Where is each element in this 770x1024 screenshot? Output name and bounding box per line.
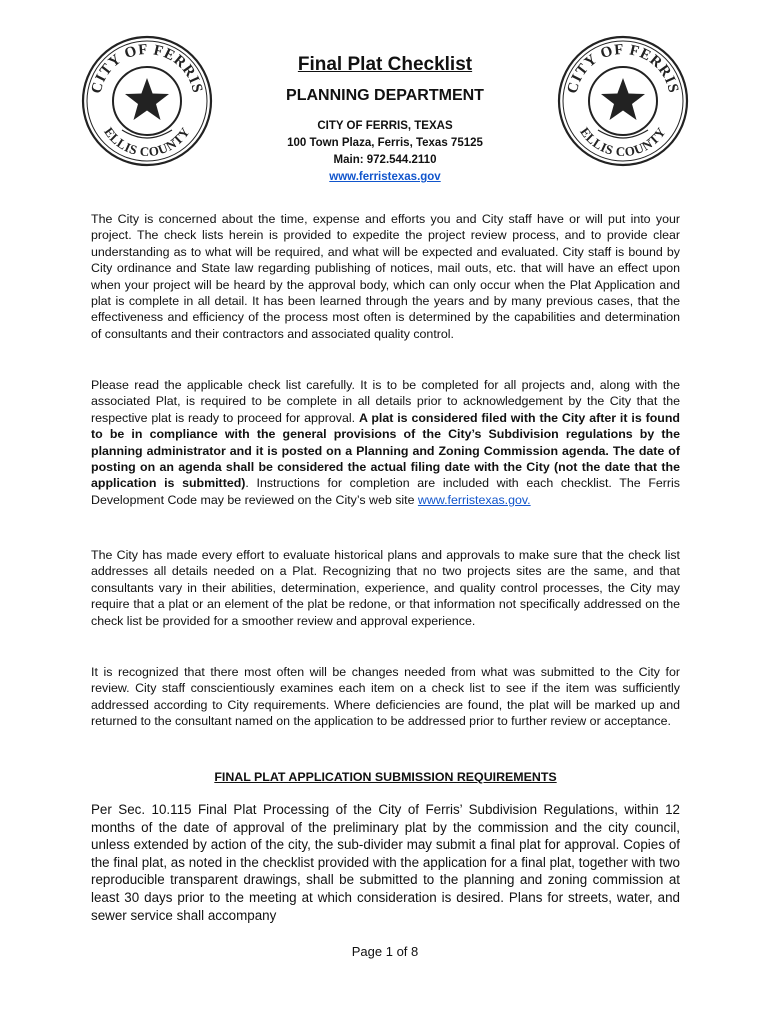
star-icon xyxy=(601,78,645,120)
seal-top-text: CITY OF FERRIS xyxy=(88,41,206,96)
requirements-paragraph: Per Sec. 10.115 Final Plat Processing of the City of Ferris’ Subdivision Regulations, within 12 months of the date of approval of the preliminary plat by the commission and the city council, unless extended by action of the city, the sub-divider may submit a final plat for approval. Copies of the final plat, as noted in the checklist provided with the application for a final plat, together with two reproducible transparent drawings, shall be submitted to the planning and zoning commission at least 30 days prior to the meeting at which consideration is desired. Plans for streets, water, and sewer service shall accompany xyxy=(91,802,680,923)
street-address: 100 Town Plaza, Ferris, Texas 75125 xyxy=(287,137,483,149)
city-seal-left xyxy=(80,34,214,168)
website-link-inline[interactable]: www.ferristexas.gov. xyxy=(417,492,531,507)
seal-bottom-text: ELLIS COUNTY xyxy=(101,124,193,160)
department-name: PLANNING DEPARTMENT xyxy=(286,87,484,104)
website-link[interactable]: www.ferristexas.gov xyxy=(329,171,441,183)
intro-paragraph: The City is concerned about the time, expense and efforts you and City staff have or will put into your project. The check lists herein is provided to expedite the project review process, and to provide clear understanding as to what will be required, and what will be expected and evaluated. City staff is bound by City ordinance and State law regarding publishing of notices, mail outs, etc. that will have an effect upon when your project will be heard by the approval body, which can only occur when the Plat Application and plat is complete in all detail. It has been learned through the years and by many previous cases, that the effectiveness and efficiency of the process most often is determined by the capabilities and determination of consultants and their contractors and associated quality control. xyxy=(91,212,680,341)
evaluation-paragraph: The City has made every effort to evaluate historical plans and approvals to make sure that the check list addresses all details needed on a Plat. Recognizing that no two projects sites are the same, and that consultants vary in their abilities, determination, experience, and quality control processes, the City may require that a plat or an element of the plat be redone, or that information not specifically addressed on the check list be provided for a smoother review and approval experience. xyxy=(91,548,680,628)
seal-top-text: CITY OF FERRIS xyxy=(564,41,682,96)
filing-emphasis-text: A plat is considered filed with the City after it is found to be in compliance with the general provisions of the City’s Subdivision regulations by the planning administrator and it is posted on a Planning and Zoning Commission agenda. The date of posting on an agenda shall be considered the actual filing date with the City (not the date that the application is submitted) xyxy=(91,410,680,491)
city-seal-right xyxy=(556,34,690,168)
page-number: Page 1 of 8 xyxy=(351,944,419,959)
section-heading: FINAL PLAT APPLICATION SUBMISSION REQUIREMENTS xyxy=(214,770,557,784)
svg-text:ELLIS COUNTY xyxy=(577,124,669,159)
contact-block xyxy=(200,118,570,186)
filing-rest-text: . Instructions for completion are included with each checklist. The Ferris Development Code may be reviewed on the City’s web site xyxy=(91,476,680,507)
phone-number: Main: 972.544.2110 xyxy=(333,154,437,166)
document-header xyxy=(200,52,570,186)
filing-intro-text: Please read the applicable check list carefully. It is to be completed for all projects and, along with the associated Plat, is required to be complete in all details prior to acknowledgement by the City that the respective plat is ready to proceed for approval. xyxy=(91,378,680,425)
seal-bottom-text: ELLIS COUNTY xyxy=(577,124,669,160)
city-name: CITY OF FERRIS, TEXAS xyxy=(317,120,453,132)
svg-text:ELLIS COUNTY xyxy=(101,124,193,159)
changes-paragraph: It is recognized that there most often will be changes needed from what was submitted to the City for review. City staff conscientiously examines each item on a check list to see if the item was sufficiently addressed according to City requirements. Where deficiencies are found, the plat will be marked up and returned to the consultant named on the application to be addressed prior to further review or acceptance. xyxy=(91,665,680,729)
page-title: Final Plat Checklist xyxy=(297,54,473,75)
filing-paragraph xyxy=(91,377,680,508)
star-icon xyxy=(125,78,169,120)
